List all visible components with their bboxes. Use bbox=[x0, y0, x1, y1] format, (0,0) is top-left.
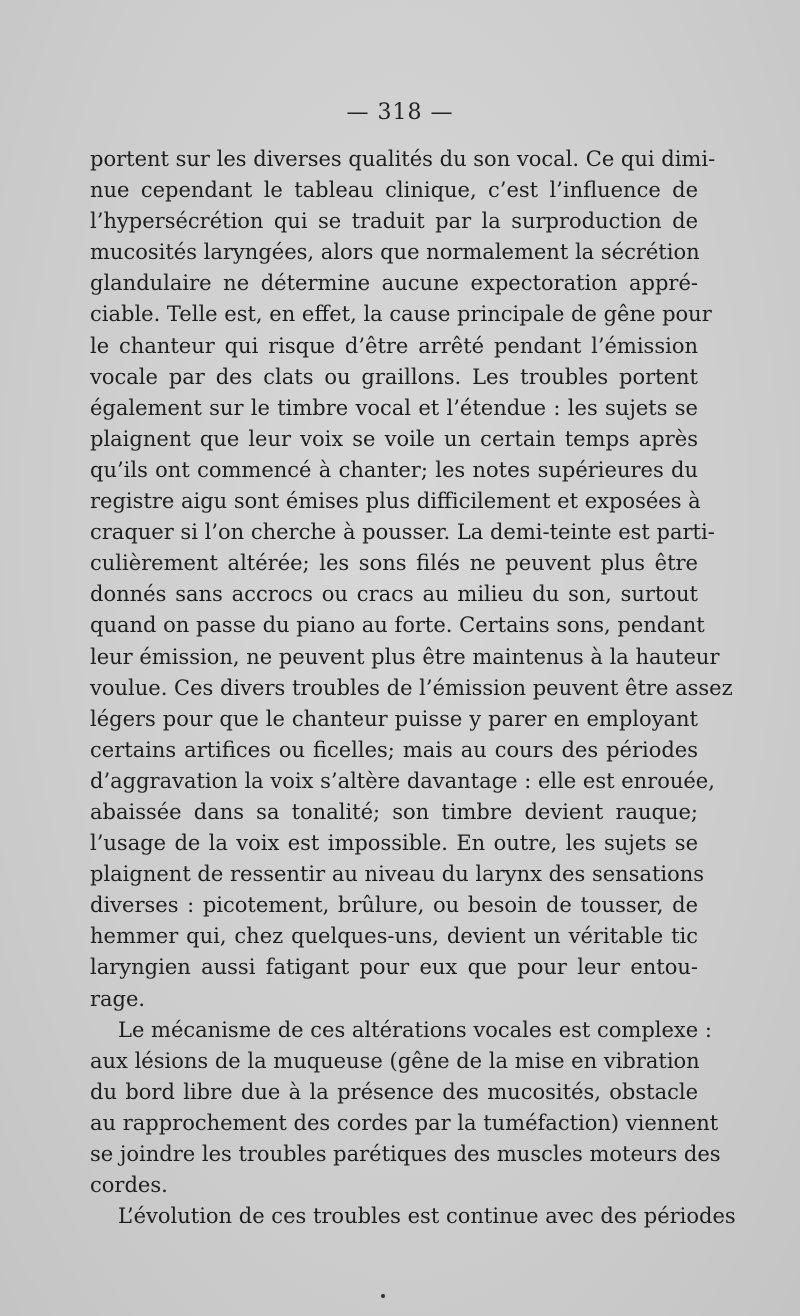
text-line: mucosités laryngées, alors que normalement la sécrétion bbox=[90, 240, 700, 265]
text-line: culièrement altérée; les sons filés ne peuvent plus être bbox=[90, 551, 698, 576]
text-line: également sur le timbre vocal et l’étendue : les sujets se bbox=[90, 395, 698, 420]
text-line: diverses : picotement, brûlure, ou besoin de tousser, de bbox=[90, 893, 698, 918]
text-line: du bord libre due à la présence des mucosités, obstacle bbox=[90, 1079, 698, 1104]
text-line: plaignent de ressentir au niveau du larynx des sensations bbox=[90, 862, 705, 887]
text-line: aux lésions de la muqueuse (gêne de la mise en vibration bbox=[90, 1048, 700, 1073]
text-line: rage. bbox=[90, 986, 146, 1011]
paragraph-2 bbox=[90, 1015, 721, 1202]
text-line: certains artifices ou ficelles; mais au cours des périodes bbox=[90, 737, 698, 762]
page-number: — 318 — bbox=[346, 100, 454, 125]
text-line: Le mécanisme de ces altérations vocales est complexe : bbox=[118, 1017, 712, 1042]
text-line: se joindre les troubles parétiques des muscles moteurs des bbox=[90, 1142, 721, 1166]
text-line: voulue. Ces divers troubles de l’émission peuvent être assez bbox=[90, 675, 733, 700]
text-line: au rapprochement des cordes par la tuméfaction) viennent bbox=[90, 1110, 719, 1135]
ink-speck bbox=[381, 1294, 385, 1298]
text-line: leur émission, ne peuvent plus être maintenus à la hauteur bbox=[90, 644, 720, 669]
text-line: l’usage de la voix est impossible. En outre, les sujets se bbox=[90, 831, 698, 856]
text-line: légers pour que le chanteur puisse y parer en employant bbox=[90, 706, 698, 731]
text-line: craquer si l’on cherche à pousser. La demi-teinte est parti- bbox=[90, 520, 715, 545]
text-line: portent sur les diverses qualités du son vocal. Ce qui dimi- bbox=[90, 147, 716, 171]
text-line: le chanteur qui risque d’être arrêté pendant l’émission bbox=[90, 333, 698, 358]
text-line: cordes. bbox=[90, 1173, 168, 1198]
text-line: donnés sans accrocs ou cracs au milieu du son, surtout bbox=[90, 582, 698, 607]
text-line: l’hypersécrétion qui se traduit par la surproduction de bbox=[90, 209, 698, 234]
text-line: plaignent que leur voix se voile un certain temps après bbox=[90, 426, 698, 451]
text-line: nue cependant le tableau clinique, c’est l’influence de bbox=[90, 178, 698, 203]
text-line: laryngien aussi fatigant pour eux que pour leur entou- bbox=[90, 955, 698, 980]
text-line: glandulaire ne détermine aucune expectoration appré- bbox=[90, 271, 698, 296]
text-line: hemmer qui, chez quelques-uns, devient un véritable tic bbox=[90, 924, 698, 949]
text-line: vocale par des clats ou graillons. Les troubles portent bbox=[90, 364, 698, 389]
text-line: abaissée dans sa tonalité; son timbre devient rauque; bbox=[90, 799, 698, 824]
paragraph-3 bbox=[90, 1201, 736, 1232]
text-line: qu’ils ont commencé à chanter; les notes supérieures du bbox=[90, 457, 698, 482]
text-line: d’aggravation la voix s’altère davantage : elle est enrouée, bbox=[90, 768, 715, 793]
text-line: ciable. Telle est, en effet, la cause principale de gêne pour bbox=[90, 302, 712, 327]
body-text bbox=[90, 144, 736, 1232]
text-line: quand on passe du piano au forte. Certains sons, pendant bbox=[90, 613, 705, 638]
paragraph-1 bbox=[90, 144, 733, 1015]
text-line: L’évolution de ces troubles est continue avec des périodes bbox=[118, 1204, 736, 1229]
text-line: registre aigu sont émises plus difficilement et exposées à bbox=[90, 489, 701, 514]
